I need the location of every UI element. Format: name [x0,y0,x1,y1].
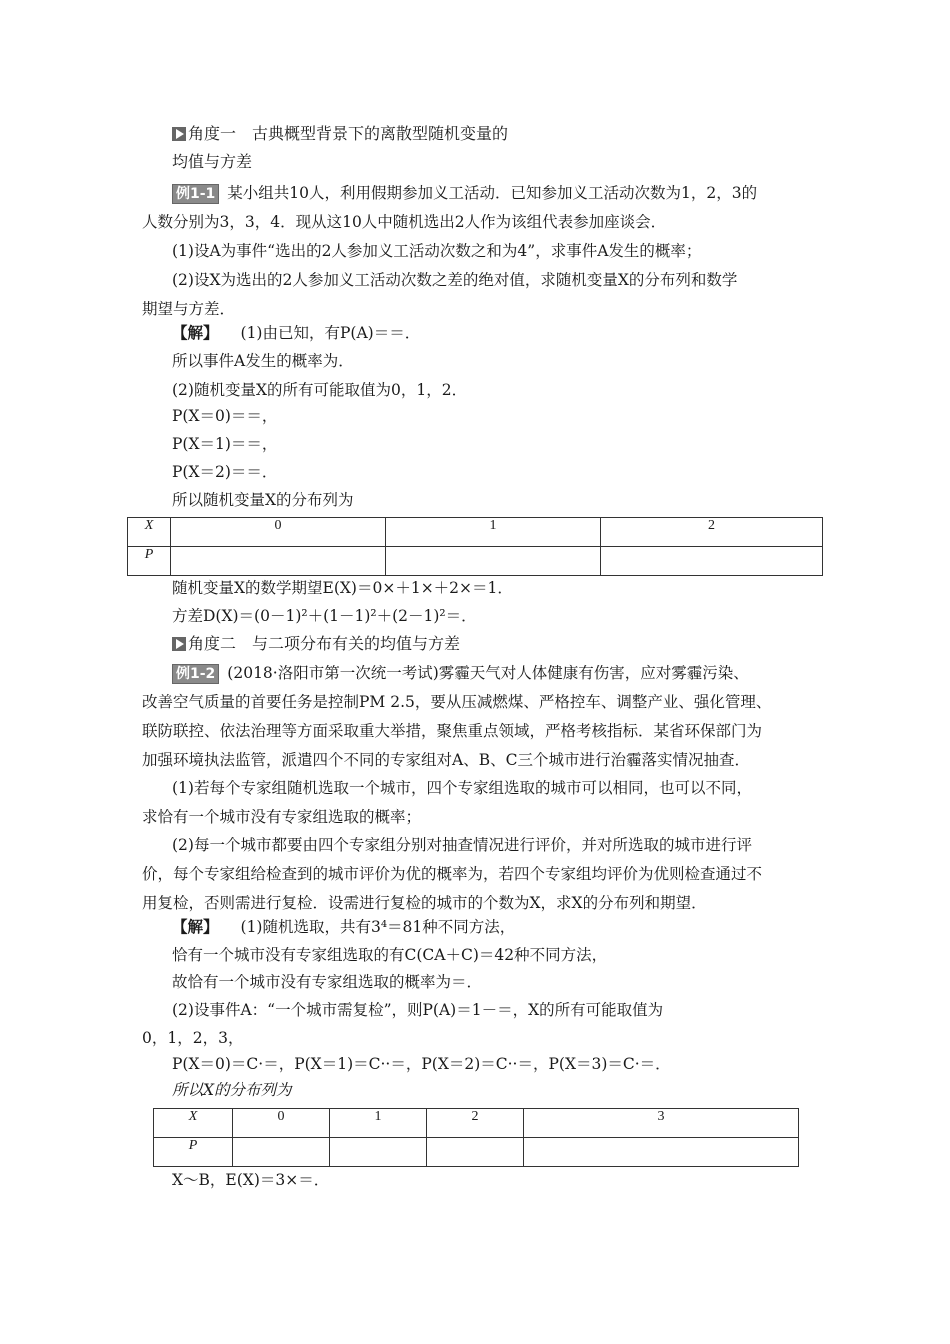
example-1-2-line3: 联防联控、依法治理等方面采取重大举措，聚焦重点领域，严格考核指标．某省环保部门为 [142,722,763,740]
solution-1-line7: 所以随机变量X的分布列为 [172,491,354,509]
table-cell: 0 [233,1109,330,1138]
example-1-2-line4: 加强环境执法监管，派遣四个不同的专家组对A、B、C三个城市进行治霾落实情况抽查． [142,751,750,769]
table-cell: 0 [171,518,386,547]
table-row [128,518,823,547]
table-cell: 2 [427,1109,524,1138]
solution-2-line4: (2)设事件A：“一个城市需复检”，则P(A)＝1－＝，X的所有可能取值为 [172,1001,664,1019]
solution-text: (1)随机选取，共有3⁴＝81种不同方法， [240,918,516,936]
example-1-2-line7: (2)每一个城市都要由四个专家组分别对抽查情况进行评价，并对所选取的城市进行评 [172,836,752,854]
table-cell [524,1138,799,1167]
solution-2-line6: P(X＝0)＝C·＝，P(X＝1)＝C··＝，P(X＝2)＝C··＝，P(X＝3)＝C·＝． [172,1055,671,1073]
example-1-2-line2: 改善空气质量的首要任务是控制PM 2.5，要从压减燃煤、严格控车、调整产业、强化管理、 [142,693,772,711]
solution-label: 【解】 [172,917,219,936]
table-cell: P [128,547,171,576]
table-cell [330,1138,427,1167]
solution-2-line5: 0，1，2，3， [142,1029,244,1047]
example-badge: 例1-2 [172,664,219,684]
table-cell: X [154,1109,233,1138]
example-1-2-line9: 用复检，否则需进行复检．设需进行复检的城市的个数为X，求X的分布列和期望． [142,894,707,912]
table-cell [601,547,823,576]
play-triangle-icon [172,127,186,141]
table-cell [386,547,601,576]
table-cell: 1 [386,518,601,547]
example-1-2-line1 [172,663,749,684]
solution-1-line4: P(X＝0)＝＝， [172,407,278,425]
example-1-1-line5: 期望与方差． [142,300,236,318]
table-row [128,547,823,576]
variance-line: 方差D(X)＝(0－1)²＋(1－1)²＋(2－1)²＝． [172,607,477,625]
expectation-line: 随机变量X的数学期望E(X)＝0×＋1×＋2×＝1． [172,579,513,597]
example-badge: 例1-1 [172,184,219,204]
example-1-1-line3: (1)设A为事件“选出的2人参加义工活动次数之和为4”，求事件A发生的概率； [172,242,702,260]
table-cell: P [154,1138,233,1167]
table-cell [427,1138,524,1167]
example-1-2-line6: 求恰有一个城市没有专家组选取的概率； [142,808,422,826]
solution-label: 【解】 [172,323,219,342]
example-1-2-line5: (1)若每个专家组随机选取一个城市，四个专家组选取的城市可以相同，也可以不同， [172,779,752,797]
table-cell: 3 [524,1109,799,1138]
solution-2-line1 [172,917,515,937]
play-triangle-icon [172,637,186,651]
table-row [154,1138,799,1167]
solution-1-line2: 所以事件A发生的概率为． [172,352,354,370]
solution-1-line1 [172,323,420,343]
table-cell: 2 [601,518,823,547]
solution-1-line5: P(X＝1)＝＝， [172,435,278,453]
distribution-table-2 [153,1108,799,1167]
table-cell [171,547,386,576]
angle-2-heading [172,634,460,654]
angle-1-title-line1: 角度一 古典概型背景下的离散型随机变量的 [188,124,509,143]
binomial-expectation-line: X～B，E(X)＝3×＝． [172,1171,330,1189]
solution-1-line6: P(X＝2)＝＝． [172,463,278,481]
example-text: (2018·洛阳市第一次统一考试)雾霾天气对人体健康有伤害，应对雾霾污染、 [227,664,749,682]
example-1-1-line1 [172,183,757,204]
angle-2-title: 角度二 与二项分布有关的均值与方差 [188,634,461,653]
example-1-1-line2: 人数分别为3，3，4．现从这10人中随机选出2人作为该组代表参加座谈会． [142,213,667,231]
example-text: 某小组共10人，利用假期参加义工活动．已知参加义工活动次数为1，2，3的 [227,184,758,202]
table-cell [233,1138,330,1167]
table-row [154,1109,799,1138]
example-1-1-line4: (2)设X为选出的2人参加义工活动次数之差的绝对值，求随机变量X的分布列和数学 [172,271,738,289]
distribution-table-1 [127,517,823,576]
solution-1-line3: (2)随机变量X的所有可能取值为0，1，2． [172,381,468,399]
solution-text: (1)由已知，有P(A)＝＝． [240,324,421,342]
solution-2-line3: 故恰有一个城市没有专家组选取的概率为＝． [172,973,483,991]
angle-1-heading [172,124,508,144]
solution-2-line7: 所以X的分布列为 [172,1081,292,1099]
solution-2-line2: 恰有一个城市没有专家组选取的有C(CA＋C)＝42种不同方法， [172,946,608,964]
table-cell: 1 [330,1109,427,1138]
angle-1-title-line2: 均值与方差 [172,152,253,171]
table-cell: X [128,518,171,547]
example-1-2-line8: 价，每个专家组给检查到的城市评价为优的概率为，若四个专家组均评价为优则检查通过不 [142,865,763,883]
